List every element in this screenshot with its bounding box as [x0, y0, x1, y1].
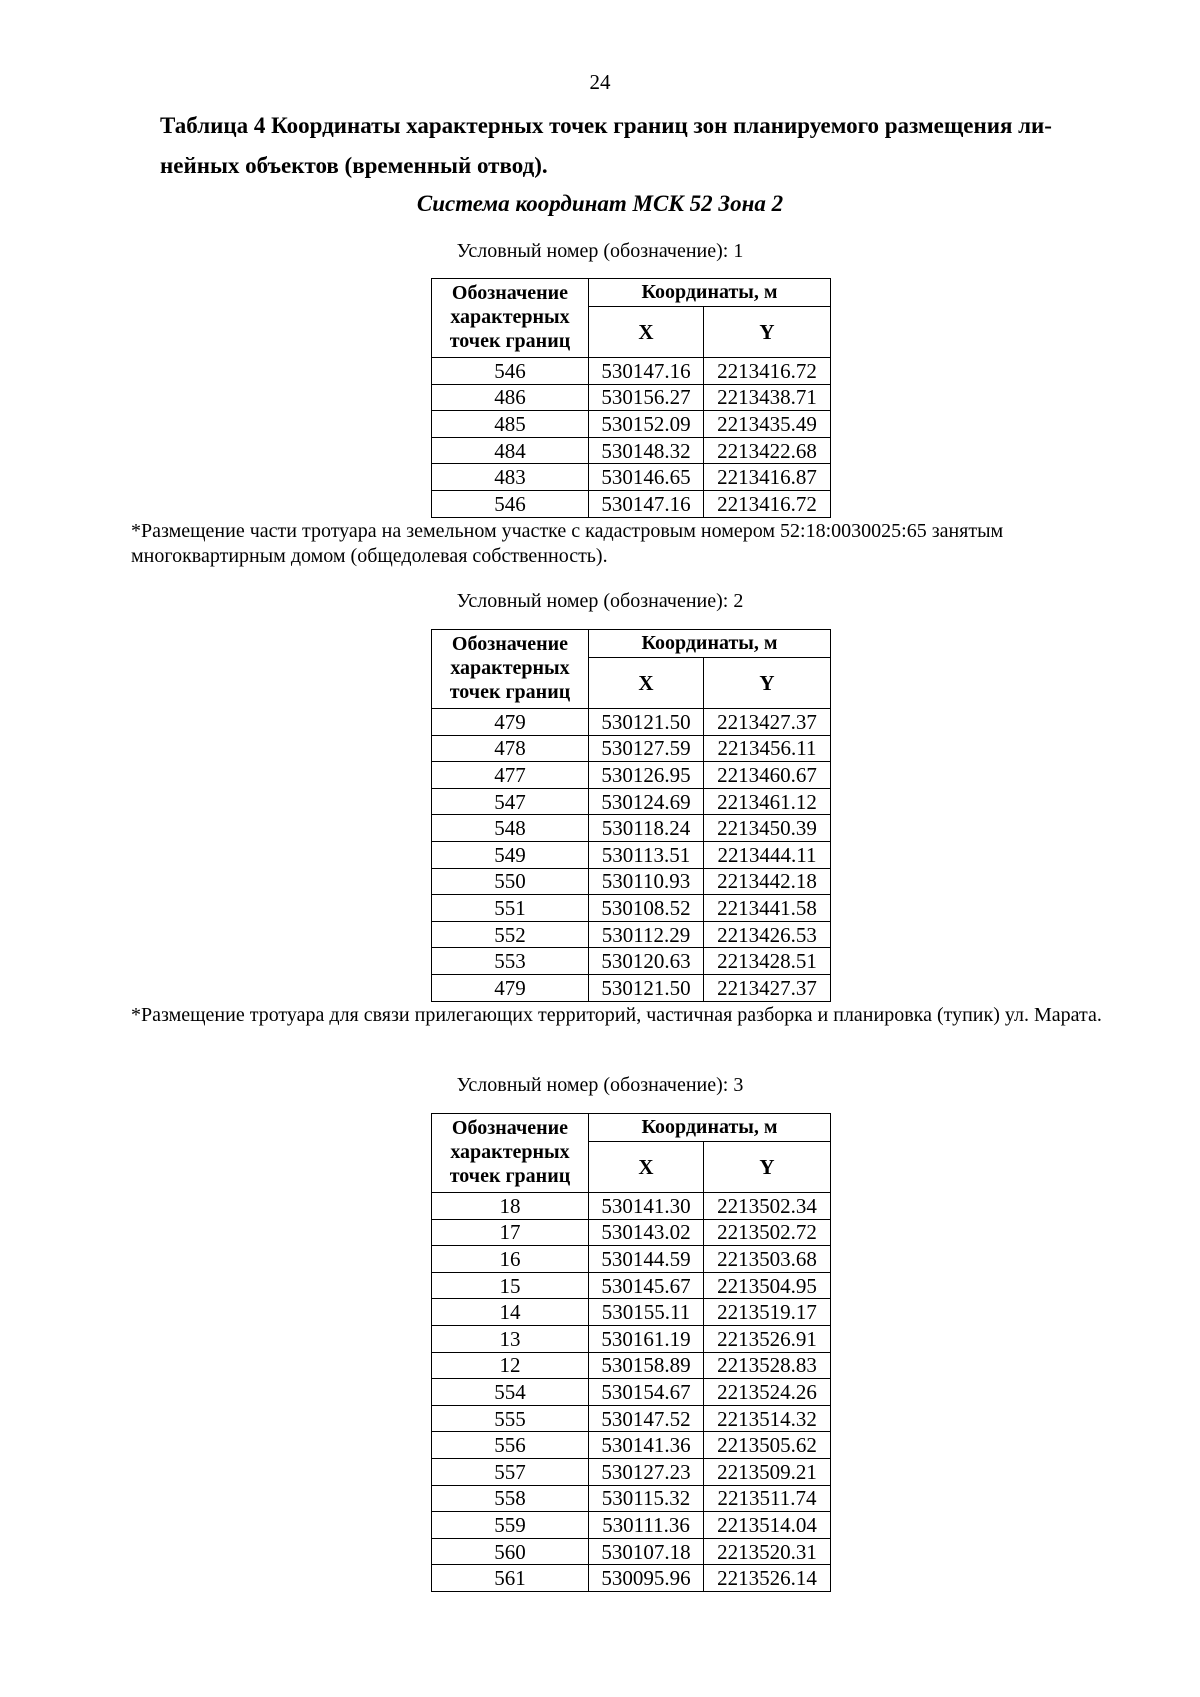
x-cell: 530155.11	[589, 1299, 704, 1326]
table-row	[432, 762, 831, 789]
x-cell: 530127.23	[589, 1458, 704, 1485]
y-cell: 2213509.21	[704, 1458, 831, 1485]
y-cell: 2213427.37	[704, 709, 831, 736]
point-cell: 485	[432, 411, 589, 438]
y-cell: 2213427.37	[704, 974, 831, 1001]
point-cell: 551	[432, 895, 589, 922]
table-row	[432, 358, 831, 385]
table-row	[432, 1352, 831, 1379]
y-cell: 2213502.72	[704, 1219, 831, 1246]
y-cell: 2213416.72	[704, 358, 831, 385]
y-cell: 2213422.68	[704, 437, 831, 464]
point-cell: 478	[432, 735, 589, 762]
table-row	[432, 948, 831, 975]
x-cell: 530115.32	[589, 1485, 704, 1512]
coordinates-column-header: Координаты, м	[589, 630, 831, 658]
x-column-header: X	[589, 307, 704, 358]
coordinates-table-3	[431, 1113, 831, 1592]
x-cell: 530108.52	[589, 895, 704, 922]
table-row	[432, 1565, 831, 1592]
y-cell: 2213460.67	[704, 762, 831, 789]
y-cell: 2213526.91	[704, 1325, 831, 1352]
table-row	[432, 788, 831, 815]
y-cell: 2213524.26	[704, 1379, 831, 1406]
y-cell: 2213426.53	[704, 921, 831, 948]
table-row	[432, 709, 831, 736]
point-cell: 484	[432, 437, 589, 464]
x-cell: 530144.59	[589, 1246, 704, 1273]
y-cell: 2213526.14	[704, 1565, 831, 1592]
table-row	[432, 464, 831, 491]
coordinates-column-header: Координаты, м	[589, 1114, 831, 1142]
title-line-1: Таблица 4 Координаты характерных точек границ зон планируемого размещения ли-	[160, 113, 1052, 138]
table-row	[432, 974, 831, 1001]
table-row	[432, 841, 831, 868]
point-cell: 486	[432, 384, 589, 411]
point-cell: 559	[432, 1512, 589, 1539]
x-cell: 530161.19	[589, 1325, 704, 1352]
point-cell: 546	[432, 490, 589, 517]
y-cell: 2213416.72	[704, 490, 831, 517]
point-cell: 479	[432, 709, 589, 736]
table-row	[432, 384, 831, 411]
table-row	[432, 1299, 831, 1326]
point-cell: 483	[432, 464, 589, 491]
table-row	[432, 921, 831, 948]
point-cell: 553	[432, 948, 589, 975]
points-column-header: Обозначение характерных точек границ	[432, 279, 589, 358]
table-row	[432, 895, 831, 922]
table-row	[432, 1272, 831, 1299]
point-cell: 479	[432, 974, 589, 1001]
section-2-label: Условный номер (обозначение): 2	[456, 590, 744, 612]
x-cell: 530156.27	[589, 384, 704, 411]
y-cell: 2213514.32	[704, 1405, 831, 1432]
point-cell: 548	[432, 815, 589, 842]
table-row	[432, 1458, 831, 1485]
coordinate-system-subtitle: Система координат МСК 52 Зона 2	[416, 191, 784, 216]
x-column-header: X	[589, 1142, 704, 1193]
x-cell: 530147.16	[589, 358, 704, 385]
x-cell: 530113.51	[589, 841, 704, 868]
x-cell: 530118.24	[589, 815, 704, 842]
x-cell: 530141.36	[589, 1432, 704, 1459]
x-column-header: X	[589, 658, 704, 709]
x-cell: 530143.02	[589, 1219, 704, 1246]
section-3-label: Условный номер (обозначение): 3	[456, 1074, 744, 1096]
point-cell: 12	[432, 1352, 589, 1379]
point-cell: 549	[432, 841, 589, 868]
section-1-note: *Размещение части тротуара на земельном участке с кадастровым номером 52:18:0030025:65 занятым многоквартирным домом (общедолевая собственность).	[131, 520, 1004, 567]
coordinates-table-1	[431, 278, 831, 518]
table-row	[432, 1246, 831, 1273]
x-cell: 530147.16	[589, 490, 704, 517]
x-cell: 530127.59	[589, 735, 704, 762]
table-row	[432, 1485, 831, 1512]
x-cell: 530158.89	[589, 1352, 704, 1379]
points-column-header: Обозначение характерных точек границ	[432, 1114, 589, 1193]
y-cell: 2213442.18	[704, 868, 831, 895]
coordinates-column-header: Координаты, м	[589, 279, 831, 307]
title-line-2: нейных объектов (временный отвод).	[160, 153, 548, 178]
table-row	[432, 1432, 831, 1459]
point-cell: 15	[432, 1272, 589, 1299]
section-1-label: Условный номер (обозначение): 1	[456, 240, 744, 262]
x-cell: 530147.52	[589, 1405, 704, 1432]
point-cell: 556	[432, 1432, 589, 1459]
table-row	[432, 1219, 831, 1246]
table-row	[432, 1379, 831, 1406]
y-cell: 2213416.87	[704, 464, 831, 491]
y-cell: 2213461.12	[704, 788, 831, 815]
table-row	[432, 735, 831, 762]
x-cell: 530154.67	[589, 1379, 704, 1406]
document-title	[160, 106, 1120, 186]
point-cell: 18	[432, 1193, 589, 1220]
y-cell: 2213519.17	[704, 1299, 831, 1326]
point-cell: 560	[432, 1538, 589, 1565]
y-cell: 2213438.71	[704, 384, 831, 411]
point-cell: 546	[432, 358, 589, 385]
coordinates-table-2	[431, 629, 831, 1002]
table-row	[432, 437, 831, 464]
point-cell: 552	[432, 921, 589, 948]
x-cell: 530141.30	[589, 1193, 704, 1220]
x-cell: 530107.18	[589, 1538, 704, 1565]
y-cell: 2213528.83	[704, 1352, 831, 1379]
y-cell: 2213428.51	[704, 948, 831, 975]
point-cell: 555	[432, 1405, 589, 1432]
y-cell: 2213502.34	[704, 1193, 831, 1220]
point-cell: 550	[432, 868, 589, 895]
point-cell: 16	[432, 1246, 589, 1273]
table-row	[432, 1193, 831, 1220]
table-row	[432, 868, 831, 895]
point-cell: 14	[432, 1299, 589, 1326]
x-cell: 530146.65	[589, 464, 704, 491]
point-cell: 13	[432, 1325, 589, 1352]
y-column-header: Y	[704, 658, 831, 709]
points-column-header: Обозначение характерных точек границ	[432, 630, 589, 709]
page-number: 24	[589, 70, 611, 94]
y-cell: 2213450.39	[704, 815, 831, 842]
point-cell: 547	[432, 788, 589, 815]
table-row	[432, 815, 831, 842]
y-cell: 2213504.95	[704, 1272, 831, 1299]
y-cell: 2213456.11	[704, 735, 831, 762]
table-row	[432, 490, 831, 517]
point-cell: 554	[432, 1379, 589, 1406]
table-row	[432, 1405, 831, 1432]
y-cell: 2213520.31	[704, 1538, 831, 1565]
section-2-note: *Размещение тротуара для связи прилегающих территорий, частичная разборка и планировка (тупик) ул. Марата.	[131, 1004, 1102, 1026]
point-cell: 477	[432, 762, 589, 789]
x-cell: 530126.95	[589, 762, 704, 789]
x-cell: 530152.09	[589, 411, 704, 438]
x-cell: 530145.67	[589, 1272, 704, 1299]
y-column-header: Y	[704, 307, 831, 358]
x-cell: 530120.63	[589, 948, 704, 975]
x-cell: 530112.29	[589, 921, 704, 948]
point-cell: 557	[432, 1458, 589, 1485]
x-cell: 530095.96	[589, 1565, 704, 1592]
y-cell: 2213503.68	[704, 1246, 831, 1273]
x-cell: 530121.50	[589, 709, 704, 736]
y-cell: 2213511.74	[704, 1485, 831, 1512]
table-row	[432, 1512, 831, 1539]
table-row	[432, 1538, 831, 1565]
x-cell: 530110.93	[589, 868, 704, 895]
y-cell: 2213441.58	[704, 895, 831, 922]
y-cell: 2213444.11	[704, 841, 831, 868]
y-cell: 2213505.62	[704, 1432, 831, 1459]
point-cell: 17	[432, 1219, 589, 1246]
y-cell: 2213435.49	[704, 411, 831, 438]
x-cell: 530148.32	[589, 437, 704, 464]
point-cell: 558	[432, 1485, 589, 1512]
y-cell: 2213514.04	[704, 1512, 831, 1539]
point-cell: 561	[432, 1565, 589, 1592]
table-row	[432, 411, 831, 438]
table-row	[432, 1325, 831, 1352]
y-column-header: Y	[704, 1142, 831, 1193]
x-cell: 530111.36	[589, 1512, 704, 1539]
x-cell: 530124.69	[589, 788, 704, 815]
x-cell: 530121.50	[589, 974, 704, 1001]
